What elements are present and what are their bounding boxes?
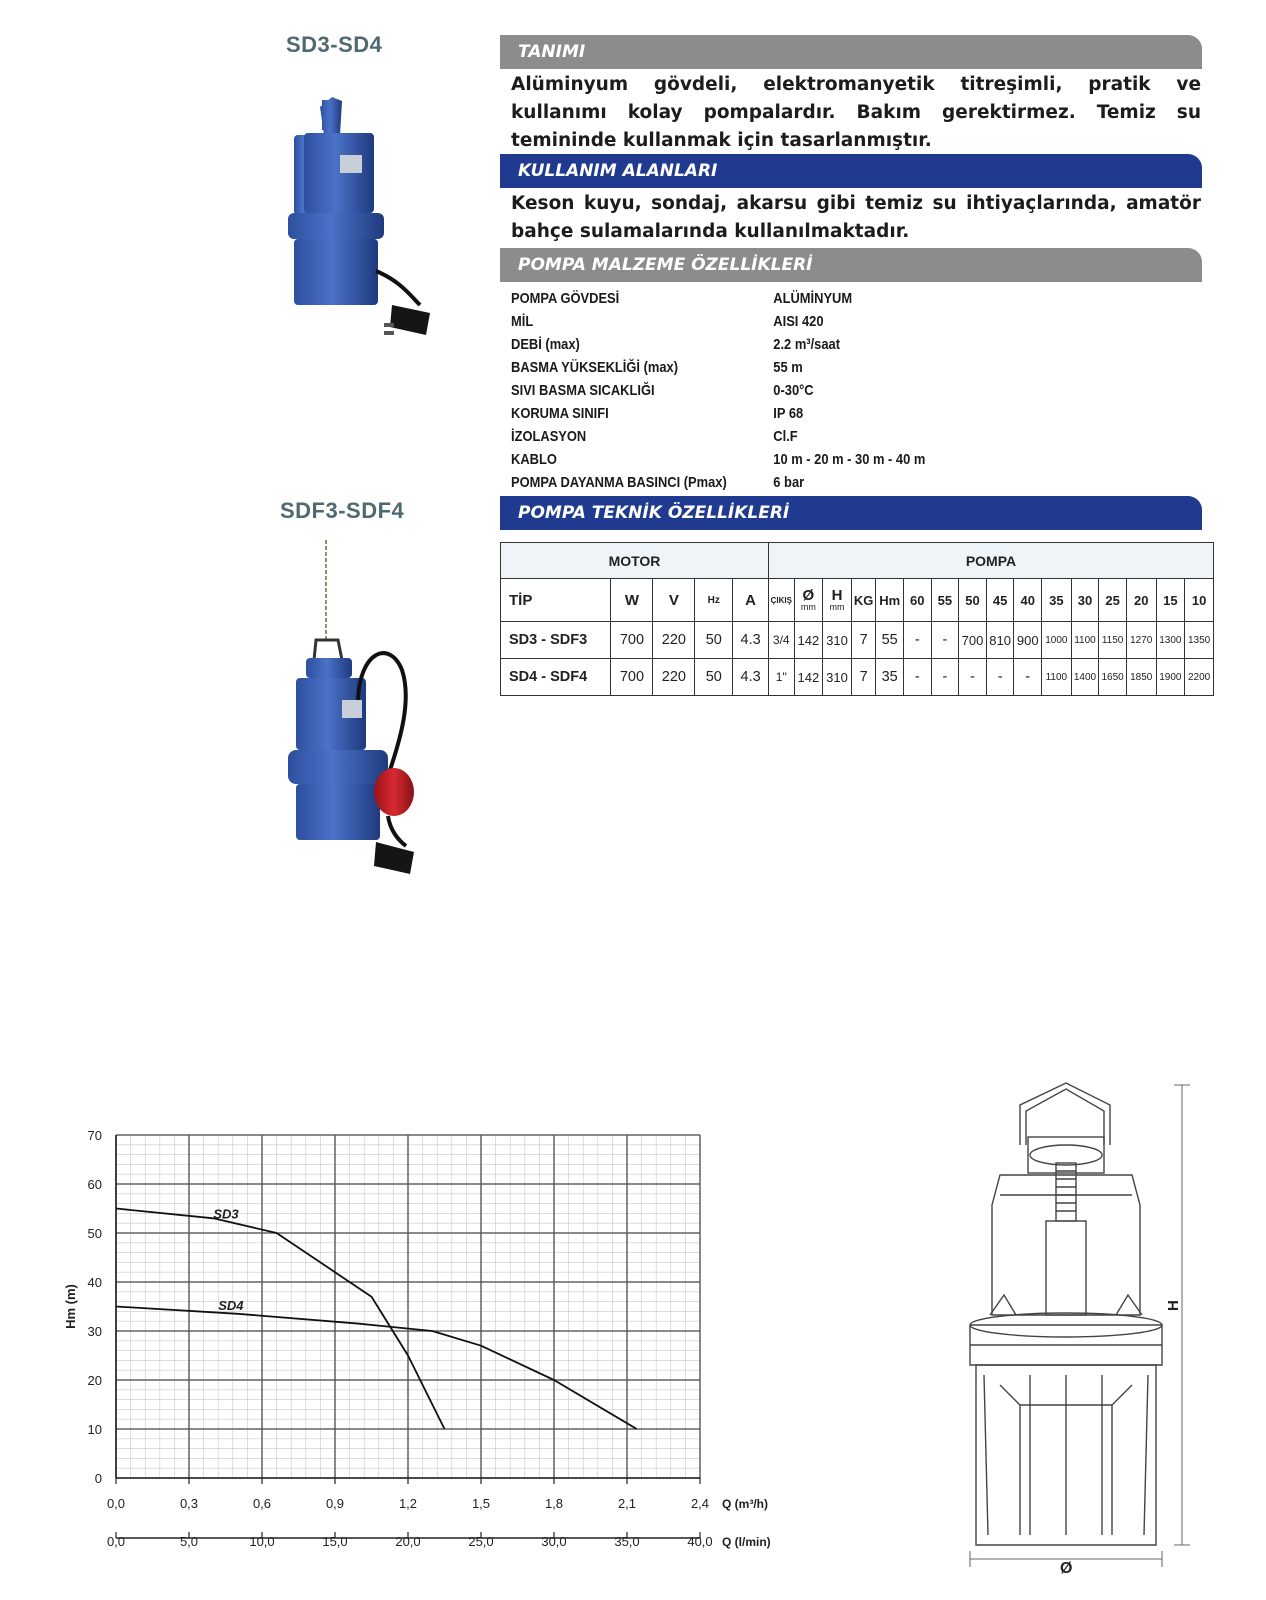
x2-tick-label: 5,0 bbox=[179, 1534, 199, 1549]
section-heading-teknik: POMPA TEKNİK ÖZELLİKLERİ bbox=[500, 496, 1202, 530]
x2-tick-label: 15,0 bbox=[322, 1534, 348, 1549]
x-axis-label: Q (m³/h) bbox=[722, 1497, 768, 1511]
tanimi-text: Alüminyum gövdeli, elektromanyetik titreşimli, pratik ve kullanımı kolay pompalardır. Bakım gerektirmez. Temiz su temininde kullanmak için tasarlanmıştır. bbox=[511, 74, 1201, 151]
x-tick-label: 1,2 bbox=[398, 1496, 418, 1511]
pump-dimension-drawing bbox=[960, 1075, 1200, 1575]
dimension-h-label: H bbox=[1165, 1300, 1182, 1311]
col-diameter bbox=[794, 579, 823, 622]
col-head: 55 bbox=[931, 579, 959, 622]
col-head: 10 bbox=[1185, 579, 1214, 622]
cell-cikis: 3/4 bbox=[768, 622, 794, 659]
section-heading-kullanim: KULLANIM ALANLARI bbox=[500, 154, 1202, 188]
cell-flow: - bbox=[903, 622, 931, 659]
cell-diameter: 142 bbox=[794, 659, 823, 696]
spec-value: ALÜMİNYUM bbox=[773, 290, 853, 307]
cell-hm: 35 bbox=[876, 659, 904, 696]
kullanim-text: Keson kuyu, sondaj, akarsu gibi temiz su ihtiyaçlarında, amatör bahçe sulamalarında kullanılmaktadır. bbox=[511, 193, 1201, 242]
col-kg: KG bbox=[851, 579, 876, 622]
cell-flow: 1100 bbox=[1042, 659, 1072, 696]
spec-key: MİL bbox=[511, 313, 534, 330]
cell-flow: 1850 bbox=[1126, 659, 1156, 696]
col-hm: Hm bbox=[876, 579, 904, 622]
col-height-label: H bbox=[831, 586, 843, 604]
section-heading-malzeme: POMPA MALZEME ÖZELLİKLERİ bbox=[500, 248, 1202, 282]
cell-hm: 55 bbox=[876, 622, 904, 659]
spec-row bbox=[511, 402, 1104, 425]
pump-image-sd bbox=[280, 95, 450, 355]
spec-value: 10 m - 20 m - 30 m - 40 m bbox=[773, 451, 926, 468]
spec-row bbox=[511, 333, 1104, 356]
cell-flow: 1000 bbox=[1042, 622, 1072, 659]
col-head: 50 bbox=[959, 579, 987, 622]
col-head: 60 bbox=[903, 579, 931, 622]
spec-key: BASMA YÜKSEKLİĞİ (max) bbox=[511, 359, 679, 376]
cell-tip: SD3 - SDF3 bbox=[501, 622, 611, 659]
cell-flow: - bbox=[903, 659, 931, 696]
x-tick-label: 1,5 bbox=[471, 1496, 491, 1511]
x2-tick-label: 10,0 bbox=[249, 1534, 275, 1549]
cell-v: 220 bbox=[653, 659, 695, 696]
pump-image-sdf bbox=[280, 540, 440, 880]
series-label-sd4: SD4 bbox=[218, 1297, 244, 1313]
cell-flow: 1100 bbox=[1071, 622, 1099, 659]
spec-value: AISI 420 bbox=[773, 313, 824, 330]
y-tick-label: 0 bbox=[94, 1471, 102, 1486]
cell-flow: 1150 bbox=[1099, 622, 1127, 659]
spec-key: POMPA GÖVDESİ bbox=[511, 290, 620, 307]
motor-header: MOTOR bbox=[501, 543, 769, 579]
col-diameter-unit: mm bbox=[800, 601, 816, 612]
col-w: W bbox=[611, 579, 653, 622]
cell-flow: 1350 bbox=[1185, 622, 1214, 659]
spec-key: KORUMA SINIFI bbox=[511, 405, 609, 422]
cell-flow: - bbox=[959, 659, 987, 696]
model-title-sdf3-sdf4: SDF3-SDF4 bbox=[280, 498, 405, 523]
spec-row bbox=[511, 356, 1104, 379]
y-tick-label: 50 bbox=[87, 1226, 102, 1241]
cell-kg: 7 bbox=[851, 659, 876, 696]
spec-value: Cl.F bbox=[773, 428, 798, 445]
cell-flow: 1900 bbox=[1156, 659, 1185, 696]
cell-flow: - bbox=[986, 659, 1014, 696]
col-head: 30 bbox=[1071, 579, 1099, 622]
spec-row bbox=[511, 310, 1104, 333]
cell-diameter: 142 bbox=[794, 622, 823, 659]
spec-value: 0-30°C bbox=[773, 382, 814, 399]
cell-a: 4.3 bbox=[733, 622, 769, 659]
x2-tick-label: 0,0 bbox=[106, 1534, 126, 1549]
table-row bbox=[501, 622, 1214, 659]
x2-tick-label: 35,0 bbox=[614, 1534, 640, 1549]
y-axis-label: Hm (m) bbox=[63, 1284, 78, 1329]
spec-row bbox=[511, 448, 1104, 471]
cell-v: 220 bbox=[653, 622, 695, 659]
model-title-sd3-sd4: SD3-SD4 bbox=[286, 32, 383, 57]
x2-tick-label: 25,0 bbox=[468, 1534, 494, 1549]
y-tick-label: 30 bbox=[87, 1324, 102, 1339]
x-tick-label: 0,6 bbox=[252, 1496, 272, 1511]
spec-row bbox=[511, 471, 1104, 494]
series-label-sd3: SD3 bbox=[213, 1206, 239, 1222]
spec-value: IP 68 bbox=[773, 405, 804, 422]
cell-flow: 700 bbox=[959, 622, 987, 659]
x2-tick-label: 40,0 bbox=[687, 1534, 713, 1549]
technical-spec-table bbox=[500, 542, 1214, 696]
y-tick-label: 40 bbox=[87, 1275, 102, 1290]
col-a: A bbox=[733, 579, 769, 622]
cell-hz: 50 bbox=[695, 622, 733, 659]
col-diameter-label: Ø bbox=[802, 586, 815, 604]
x2-axis-label: Q (l/min) bbox=[722, 1535, 771, 1549]
cell-w: 700 bbox=[611, 659, 653, 696]
cell-w: 700 bbox=[611, 622, 653, 659]
col-head: 15 bbox=[1156, 579, 1185, 622]
x-tick-label: 0,3 bbox=[179, 1496, 199, 1511]
x-tick-label: 0,0 bbox=[106, 1496, 126, 1511]
cell-height: 310 bbox=[823, 622, 852, 659]
x2-tick-label: 30,0 bbox=[541, 1534, 567, 1549]
cell-flow: 900 bbox=[1014, 622, 1042, 659]
x2-tick-label: 20,0 bbox=[395, 1534, 421, 1549]
x-tick-label: 2,1 bbox=[617, 1496, 637, 1511]
series-line-sd4 bbox=[116, 1307, 637, 1430]
spec-value: 2.2 m³/saat bbox=[773, 336, 840, 353]
cell-flow: - bbox=[931, 622, 959, 659]
col-head: 20 bbox=[1126, 579, 1156, 622]
cell-flow: - bbox=[931, 659, 959, 696]
cell-flow: 810 bbox=[986, 622, 1014, 659]
x-tick-label: 0,9 bbox=[325, 1496, 345, 1511]
cell-hz: 50 bbox=[695, 659, 733, 696]
cell-flow: 2200 bbox=[1185, 659, 1214, 696]
cell-flow: - bbox=[1014, 659, 1042, 696]
table-row bbox=[501, 659, 1214, 696]
col-head: 45 bbox=[986, 579, 1014, 622]
y-tick-label: 60 bbox=[87, 1177, 102, 1192]
spec-key: KABLO bbox=[511, 451, 557, 468]
x-tick-label: 2,4 bbox=[690, 1496, 710, 1511]
col-head: 35 bbox=[1042, 579, 1072, 622]
cell-kg: 7 bbox=[851, 622, 876, 659]
spec-key: SIVI BASMA SICAKLIĞI bbox=[511, 382, 655, 399]
col-height bbox=[823, 579, 852, 622]
spec-row bbox=[511, 379, 1104, 402]
y-tick-label: 70 bbox=[87, 1128, 102, 1143]
performance-chart bbox=[0, 1110, 820, 1570]
dimension-diameter-label: Ø bbox=[1060, 1560, 1073, 1575]
cell-cikis: 1" bbox=[768, 659, 794, 696]
spec-row bbox=[511, 287, 1104, 310]
cell-tip: SD4 - SDF4 bbox=[501, 659, 611, 696]
col-cikis: ÇIKIŞ bbox=[768, 579, 794, 622]
col-height-unit: mm bbox=[829, 601, 845, 612]
col-head: 25 bbox=[1099, 579, 1127, 622]
x-tick-label: 1,8 bbox=[544, 1496, 564, 1511]
pompa-header: POMPA bbox=[768, 543, 1213, 579]
cell-flow: 1650 bbox=[1099, 659, 1127, 696]
spec-key: POMPA DAYANMA BASINCI (Pmax) bbox=[511, 474, 727, 491]
col-hz: Hz bbox=[695, 579, 733, 622]
spec-key: İZOLASYON bbox=[511, 428, 587, 445]
series-line-sd3 bbox=[116, 1209, 445, 1430]
y-tick-label: 10 bbox=[87, 1422, 102, 1437]
section-heading-tanimi: TANIMI bbox=[500, 35, 1202, 69]
material-spec-list bbox=[511, 287, 1104, 494]
y-tick-label: 20 bbox=[87, 1373, 102, 1388]
spec-value: 55 m bbox=[773, 359, 803, 376]
spec-row bbox=[511, 425, 1104, 448]
spec-key: DEBİ (max) bbox=[511, 336, 580, 353]
cell-a: 4.3 bbox=[733, 659, 769, 696]
spec-value: 6 bar bbox=[773, 474, 805, 491]
cell-flow: 1300 bbox=[1156, 622, 1185, 659]
col-head: 40 bbox=[1014, 579, 1042, 622]
col-v: V bbox=[653, 579, 695, 622]
col-tip: TİP bbox=[501, 579, 611, 622]
cell-height: 310 bbox=[823, 659, 852, 696]
cell-flow: 1270 bbox=[1126, 622, 1156, 659]
cell-flow: 1400 bbox=[1071, 659, 1099, 696]
